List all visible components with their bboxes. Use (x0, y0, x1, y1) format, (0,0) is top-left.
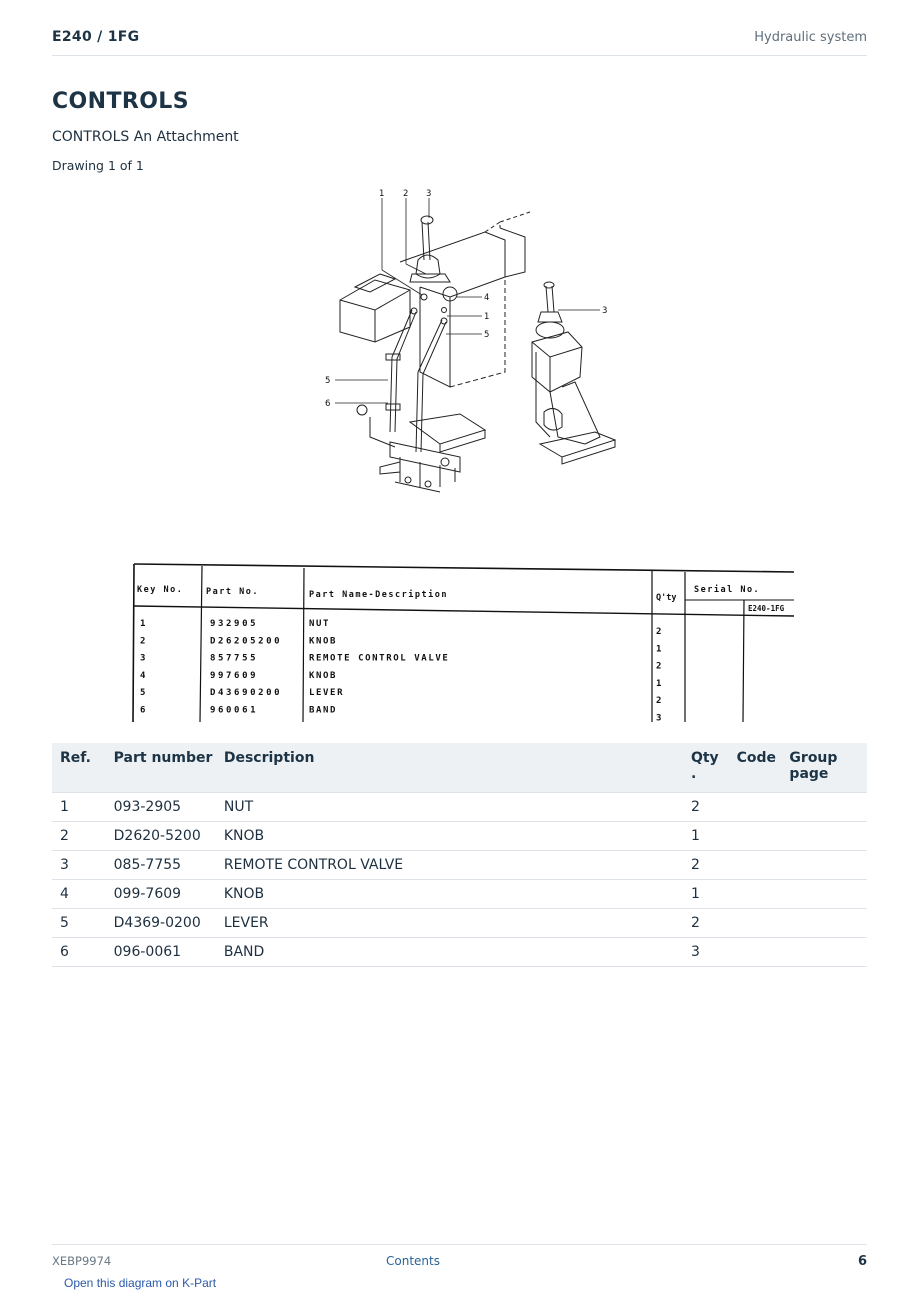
scan-cell-name: LEVER (309, 688, 345, 699)
header-page-label: page (789, 766, 829, 782)
scan-header-qty: Q'ty (656, 593, 677, 603)
header-group-page (789, 743, 867, 793)
scan-cell-name: KNOB (309, 636, 338, 647)
callout-6: 6 (325, 399, 331, 409)
cell-description: KNOB (224, 880, 691, 909)
cell-qty: 1 (691, 822, 737, 851)
footer-doc-code: XEBP9974 (52, 1254, 112, 1268)
cell-code (737, 851, 790, 880)
scan-cell-name: REMOTE CONTROL VALVE (309, 653, 450, 664)
cell-code (737, 909, 790, 938)
cell-ref: 5 (52, 909, 114, 938)
header-group-label: Group (789, 750, 838, 766)
scan-serial-sub: E240-1FG (748, 604, 785, 613)
left-console-drawing (340, 212, 530, 492)
header-qty (691, 743, 737, 793)
scanned-parts-list (132, 562, 798, 722)
cell-code (737, 938, 790, 967)
table-row (52, 822, 867, 851)
scan-cell-qty: 1 (656, 644, 662, 655)
cell-ref: 6 (52, 938, 114, 967)
cell-group-page (789, 851, 867, 880)
scan-cell-qty: 2 (656, 696, 662, 707)
parts-table (52, 743, 867, 967)
table-row (52, 909, 867, 938)
scan-header-serial: Serial No. (694, 585, 761, 595)
cell-description: BAND (224, 938, 691, 967)
scan-cell-part: 932905 (210, 619, 259, 629)
callout-2: 2 (403, 189, 409, 199)
scan-cell-name: BAND (309, 705, 338, 716)
cell-part-number: D2620-5200 (114, 822, 224, 851)
cell-part-number: 085-7755 (114, 851, 224, 880)
scan-cell-part: D43690200 (210, 688, 283, 699)
scan-header-name: Part Name-Description (309, 590, 448, 600)
cell-ref: 3 (52, 851, 114, 880)
cell-code (737, 822, 790, 851)
section-name: Hydraulic system (754, 30, 867, 45)
cell-group-page (789, 938, 867, 967)
page-header (52, 28, 867, 56)
scan-header-key: Key No. (137, 585, 184, 595)
table-row (52, 793, 867, 822)
callout-leaders (335, 198, 600, 403)
callout-3: 3 (426, 189, 432, 199)
callout-5b: 5 (325, 376, 331, 386)
scan-cell-name: KNOB (309, 670, 338, 681)
cell-description: KNOB (224, 822, 691, 851)
scan-cell-qty: 1 (656, 678, 662, 689)
page-number: 6 (857, 1254, 867, 1269)
scan-cell-key: 1 (140, 619, 146, 629)
scan-cell-key: 3 (140, 653, 146, 664)
cell-code (737, 793, 790, 822)
scan-cell-qty: 2 (656, 627, 662, 637)
scan-cell-qty: 3 (656, 713, 662, 722)
scan-rows (140, 619, 661, 722)
scan-cell-part: 960061 (210, 705, 259, 716)
cell-ref: 2 (52, 822, 114, 851)
scan-cell-key: 6 (140, 705, 146, 716)
cell-part-number: 096-0061 (114, 938, 224, 967)
callout-labels (325, 189, 607, 409)
header-qty-label: Qty (690, 750, 719, 766)
callout-5: 5 (484, 330, 490, 340)
parts-table-header (52, 743, 867, 793)
header-code: Code (737, 743, 790, 793)
drawing-count: Drawing 1 of 1 (52, 158, 144, 173)
cell-part-number: 093-2905 (114, 793, 224, 822)
header-ref: Ref. (52, 743, 114, 793)
cell-qty: 2 (691, 909, 737, 938)
cell-description: REMOTE CONTROL VALVE (224, 851, 691, 880)
table-row (52, 880, 867, 909)
scan-cell-qty: 2 (656, 661, 662, 672)
document-id: E240 / 1FG (52, 29, 140, 45)
scan-cell-part: 997609 (210, 670, 259, 681)
cell-qty: 3 (691, 938, 737, 967)
cell-qty: 2 (691, 793, 737, 822)
callout-4: 4 (484, 293, 490, 303)
scan-cell-key: 2 (140, 636, 146, 647)
cell-ref: 4 (52, 880, 114, 909)
scan-cell-part: 857755 (210, 653, 259, 664)
cell-part-number: 099-7609 (114, 880, 224, 909)
scan-cell-key: 5 (140, 688, 146, 699)
cell-group-page (789, 793, 867, 822)
contents-link[interactable]: Contents (386, 1254, 440, 1268)
scan-header-part: Part No. (206, 587, 259, 597)
scan-cell-name: NUT (309, 619, 331, 629)
open-diagram-link[interactable]: Open this diagram on K-Part (64, 1276, 217, 1290)
scan-cell-part: D26205200 (210, 636, 283, 647)
cell-group-page (789, 880, 867, 909)
cell-ref: 1 (52, 793, 114, 822)
cell-qty: 1 (691, 880, 737, 909)
cell-description: NUT (224, 793, 691, 822)
cell-group-page (789, 822, 867, 851)
header-description: Description (224, 743, 691, 793)
cell-description: LEVER (224, 909, 691, 938)
table-row (52, 851, 867, 880)
header-qty-dot: . (690, 766, 697, 782)
table-row (52, 938, 867, 967)
callout-1: 1 (379, 189, 385, 199)
callout-3b: 3 (602, 306, 608, 316)
scan-cell-key: 4 (140, 670, 146, 681)
header-part-number: Part number (114, 743, 224, 793)
page-title: CONTROLS (52, 89, 189, 114)
cell-qty: 2 (691, 851, 737, 880)
page-subtitle: CONTROLS An Attachment (52, 129, 239, 145)
callout-1b: 1 (484, 312, 490, 322)
cell-part-number: D4369-0200 (114, 909, 224, 938)
cell-code (737, 880, 790, 909)
cell-group-page (789, 909, 867, 938)
page-footer (52, 1244, 867, 1275)
parts-diagram (300, 182, 640, 502)
